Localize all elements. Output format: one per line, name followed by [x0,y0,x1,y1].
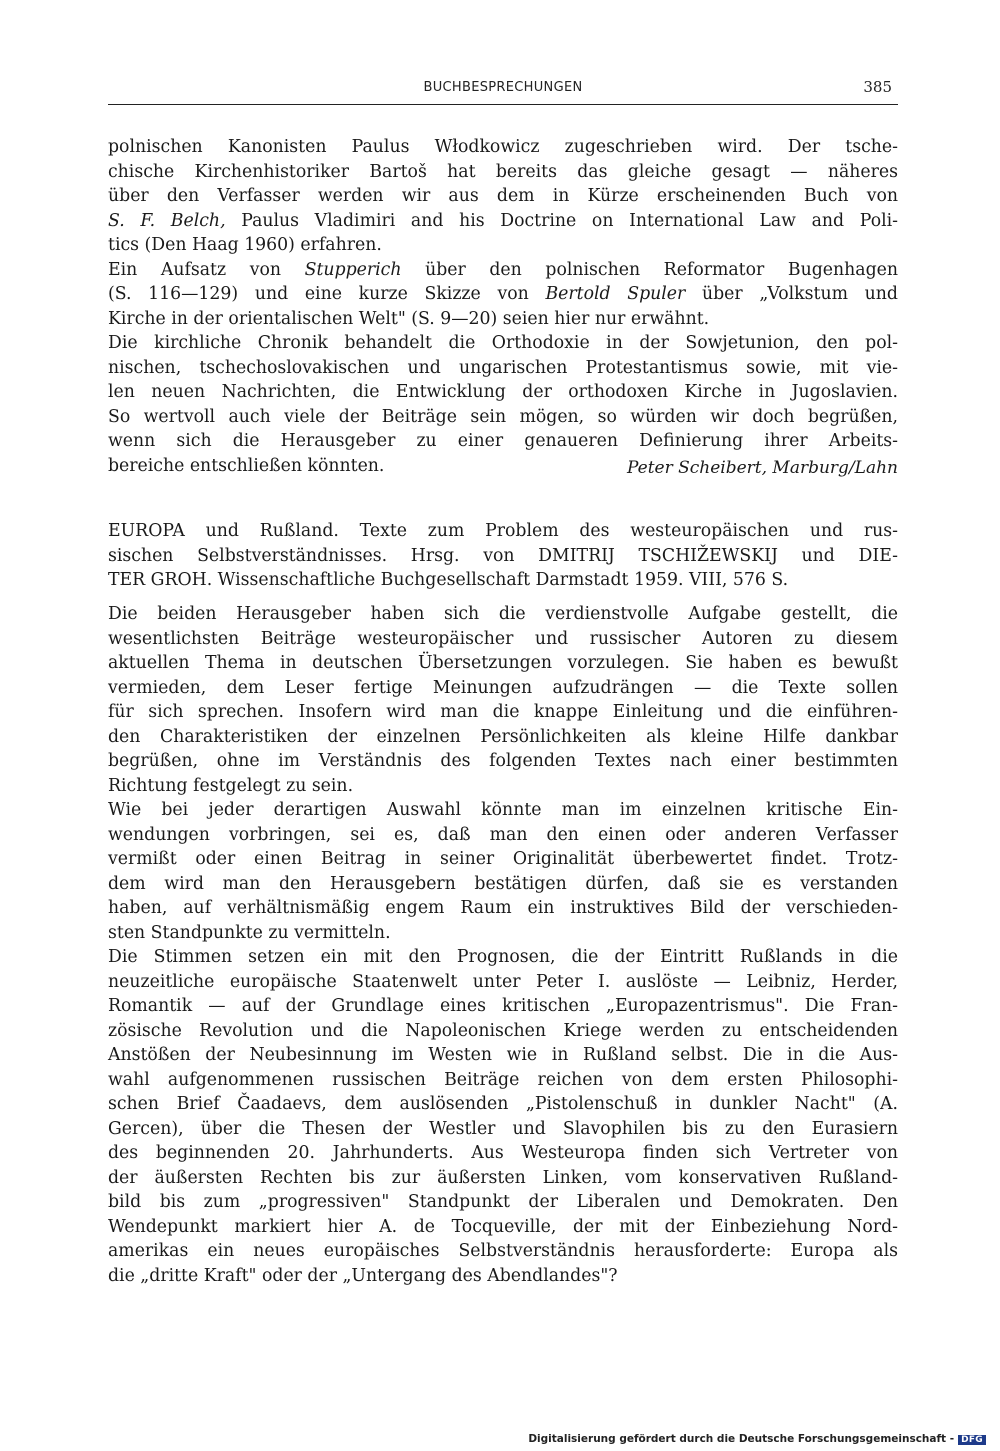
text-line: So wertvoll auch viele der Beiträge sein mögen, so würden wir doch begrüßen, [108,406,898,427]
text-line: sten Standpunkte zu vermitteln. [108,922,391,943]
text-line [108,258,898,283]
text-line [108,282,898,307]
text-line: nischen, tschechoslovakischen und ungarischen Protestantismus sowie, mit vie- [108,357,898,378]
text-segment: (S. 116—129) und eine kurze Skizze von [108,284,546,304]
text-line: Romantik — auf der Grundlage eines kritischen „Europazentrismus". Die Fran- [108,996,898,1016]
text-segment: bereiche entschließen könnten. [108,455,385,476]
text-line: Die Stimmen setzen ein mit den Prognosen, die der Eintritt Rußlands in die [108,947,898,967]
text-line: chische Kirchenhistoriker Bartoš hat bereits das gleiche gesagt — näheres [108,161,898,182]
text-line: die „dritte Kraft" oder der „Untergang des Abendlandes"? [108,1265,618,1286]
header-rule [108,104,898,105]
reviewer-signature: Peter Scheibert, Marburg/Lahn [626,457,898,478]
running-head [108,80,898,102]
text-line: für sich sprechen. Insofern wird man die knappe Einleitung und die einführen- [108,702,898,722]
text-line: wesentlichsten Beiträge westeuropäischer und russischer Autoren zu diesem [108,628,898,649]
text-line: wenn sich die Herausgeber zu einer genaueren Definierung ihrer Arbeits- [108,431,898,451]
text-segment: über „Volkstum und [685,284,898,304]
footer-text: Digitalisierung gefördert durch die Deutsche Forschungsgemeinschaft - [528,1433,955,1445]
text-line: vermieden, dem Leser fertige Meinungen aufzudrängen — die Texte sollen [108,677,898,698]
text-line: schen Brief Čaadaevs, dem auslösenden „Pistolenschuß in dunkler Nacht" (A. [108,1094,898,1114]
text-line [108,454,898,479]
text-line: zösische Revolution und die Napoleonischen Kriege werden zu entscheidenden [108,1020,898,1041]
dfg-logo: DFG [958,1435,986,1445]
heading-line: EUROPA und Rußland. Texte zum Problem des westeuropäischen und rus- [108,521,898,541]
author-name: Stupperich [304,259,402,280]
text-line: Gercen), über die Thesen der Westler und Slavophilen bis zu den Eurasiern [108,1118,898,1139]
text-line: Wendepunkt markiert hier A. de Tocqueville, der mit der Einbeziehung Nord- [108,1216,898,1237]
review-2-text [108,602,898,1288]
text-line: bild bis zum „progressiven" Standpunkt der Liberalen und Demokraten. Den [108,1192,898,1212]
text-line: aktuellen Thema in deutschen Übersetzungen vorzulegen. Sie haben es bewußt [108,653,898,673]
text-line: amerikas ein neues europäisches Selbstverständnis herausforderte: Europa als [108,1241,898,1261]
text-line: Anstößen der Neubesinnung im Westen wie in Rußland selbst. Die in die Aus- [108,1045,898,1065]
digitization-footer [528,1433,986,1445]
text-line: tics (Den Haag 1960) erfahren. [108,235,382,255]
text-line: begrüßen, ohne im Verständnis des folgenden Textes nach einer bestimmten [108,751,898,771]
text-line: dem wird man den Herausgebern bestätigen dürfen, daß sie es verstanden [108,873,898,894]
text-line: Die kirchliche Chronik behandelt die Orthodoxie in der Sowjetunion, den pol- [108,333,898,353]
text-line: len neuen Nachrichten, die Entwicklung der orthodoxen Kirche in Jugoslavien. [108,382,898,402]
text-line: haben, auf verhältnismäßig engem Raum ein instruktives Bild der verschieden- [108,898,898,918]
heading-line: TER GROH. Wissenschaftliche Buchgesellschaft Darmstadt 1959. VIII, 576 S. [108,570,789,590]
text-line: über den Verfasser werden wir aus dem in Kürze erscheinenden Buch von [108,186,898,206]
text-line: polnischen Kanonisten Paulus Włodkowicz zugeschrieben wird. Der tsche- [108,137,898,157]
review-2-heading [108,519,898,593]
text-line: des beginnenden 20. Jahrhunderts. Aus Westeuropa finden sich Vertreter von [108,1143,898,1163]
text-segment: über den polnischen Reformator Bugenhagen [401,259,898,280]
text-line [108,209,898,234]
review-1-text [108,135,898,478]
text-line: vermißt oder einen Beitrag in seiner Originalität überbewertet findet. Trotz- [108,849,898,869]
page-number: 385 [863,78,892,96]
text-segment: Paulus Vladimiri and his Doctrine on International Law and Poli- [225,210,898,231]
text-segment: Ein Aufsatz von [108,259,305,280]
text-line: neuzeitliche europäische Staatenwelt unter Peter I. auslöste — Leibniz, Herder, [108,971,898,992]
text-line: Kirche in der orientalischen Welt" (S. 9—20) seien hier nur erwähnt. [108,308,710,329]
author-name: Bertold Spuler [545,284,686,304]
text-line: wahl aufgenommenen russischen Beiträge reichen von dem ersten Philosophi- [108,1069,898,1090]
text-line: der äußersten Rechten bis zur äußersten Linken, vom konservativen Rußland- [108,1167,898,1188]
text-line: Richtung festgelegt zu sein. [108,775,354,796]
heading-line: sischen Selbstverständnisses. Hrsg. von DMITRIJ TSCHIŽEWSKIJ und DIE- [108,545,898,566]
text-line: Wie bei jeder derartigen Auswahl könnte man im einzelnen kritische Ein- [108,800,898,820]
text-line: den Charakteristiken der einzelnen Persönlichkeiten als kleine Hilfe dankbar [108,726,898,747]
author-name: S. F. Belch, [108,210,226,231]
text-line: wendungen vorbringen, sei es, daß man den einen oder anderen Verfasser [108,824,898,845]
running-head-title: BUCHBESPRECHUNGEN [423,80,583,95]
text-line: Die beiden Herausgeber haben sich die verdienstvolle Aufgabe gestellt, die [108,604,898,624]
